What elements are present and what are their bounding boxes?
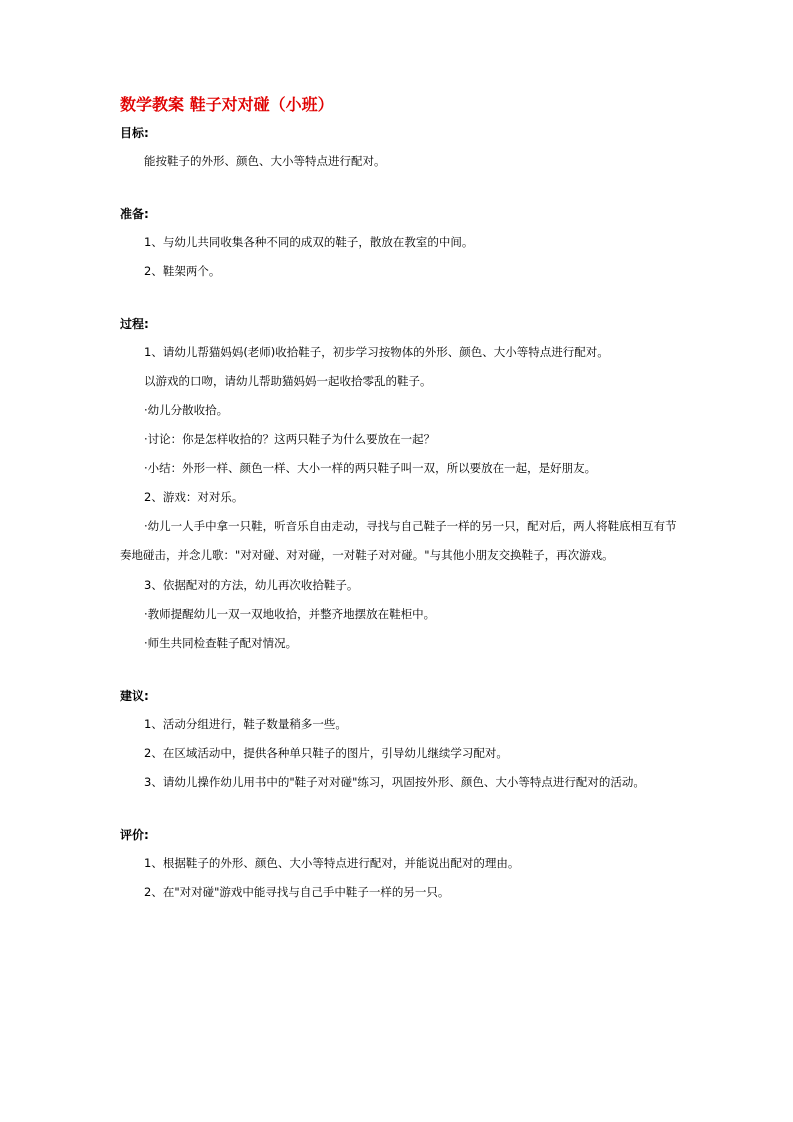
section-spacer <box>120 802 680 826</box>
suggest-item: 3、请幼儿操作幼儿用书中的"鞋子对对碰"练习，巩固按外形、颜色、大小等特点进行配对的活动。 <box>144 775 645 789</box>
process-item: ·师生共同检查鞋子配对情况。 <box>144 636 298 650</box>
section-goal <box>120 124 680 170</box>
section-heading-process: 过程: <box>120 317 149 331</box>
suggest-item: 2、在区域活动中，提供各种单只鞋子的图片，引导幼儿继续学习配对。 <box>144 746 508 760</box>
section-spacer <box>120 181 680 205</box>
process-item: 以游戏的口吻，请幼儿帮助猫妈妈一起收拾零乱的鞋子。 <box>144 374 432 388</box>
section-heading-goal: 目标: <box>120 126 149 140</box>
suggest-item: 1、活动分组进行，鞋子数量稍多一些。 <box>144 717 347 731</box>
process-item: 2、游戏：对对乐。 <box>144 490 244 504</box>
section-heading-eval: 评价: <box>120 828 149 842</box>
process-item: 1、请幼儿帮猫妈妈(老师)收拾鞋子，初步学习按物体的外形、颜色、大小等特点进行配对。 <box>144 345 609 359</box>
eval-item: 2、在"对对碰"游戏中能寻找与自己手中鞋子一样的另一只。 <box>144 885 450 899</box>
goal-item: 能按鞋子的外形、颜色、大小等特点进行配对。 <box>144 154 386 168</box>
process-item: ·幼儿一人手中拿一只鞋，听音乐自由走动，寻找与自己鞋子一样的另一只，配对后，两人将鞋底相互有节奏地碰击，并念儿歌："对对碰、对对碰，一对鞋子对对碰。"与其他小朋友交换鞋子，再次游戏。 <box>120 519 677 562</box>
section-spacer <box>120 663 680 687</box>
section-suggest <box>120 687 680 791</box>
section-heading-prep: 准备: <box>120 207 149 221</box>
section-prep <box>120 205 680 280</box>
section-heading-suggest: 建议: <box>120 689 149 703</box>
process-item: ·教师提醒幼儿一双一双地收拾，并整齐地摆放在鞋柜中。 <box>144 607 436 621</box>
process-item: 3、依据配对的方法，幼儿再次收拾鞋子。 <box>144 578 359 592</box>
section-process <box>120 315 680 652</box>
prep-item: 2、鞋架两个。 <box>144 264 221 278</box>
document-body <box>120 94 680 912</box>
process-item: ·幼儿分散收拾。 <box>144 403 229 417</box>
prep-item: 1、与幼儿共同收集各种不同的成双的鞋子，散放在教室的中间。 <box>144 235 474 249</box>
section-eval <box>120 826 680 901</box>
process-item: ·小结：外形一样、颜色一样、大小一样的两只鞋子叫一双，所以要放在一起，是好朋友。 <box>144 461 597 475</box>
document-title: 数学教案 鞋子对对碰（小班） <box>120 95 334 114</box>
section-spacer <box>120 291 680 315</box>
process-item: ·讨论：你是怎样收拾的？这两只鞋子为什么要放在一起？ <box>144 432 436 446</box>
eval-item: 1、根据鞋子的外形、颜色、大小等特点进行配对，并能说出配对的理由。 <box>144 856 520 870</box>
